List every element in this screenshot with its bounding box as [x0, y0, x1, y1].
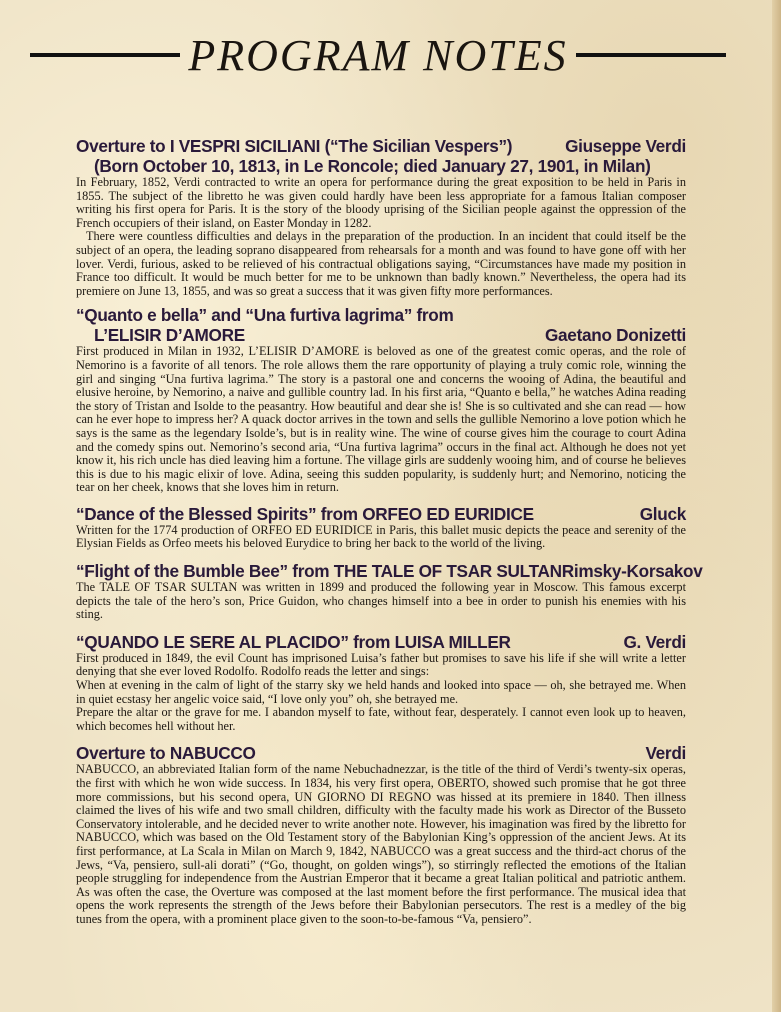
page-header	[30, 30, 726, 80]
piece-title: “Quanto e bella” and “Una furtiva lagrima” from	[76, 305, 454, 326]
paragraph: Written for the 1774 production of ORFEO ED EURIDICE in Paris, this ballet music depicts the peace and serenity of the Elysian Fields as Orfeo meets his beloved Eurydice to bring her back to the world of the living.	[76, 522, 686, 551]
section-heading	[76, 136, 686, 156]
section-luisa-miller	[76, 632, 686, 734]
section-heading	[76, 743, 686, 763]
piece-title: “Dance of the Blessed Spirits” from ORFEO ED EURIDICE	[76, 503, 534, 524]
paragraph: NABUCCO, an abbreviated Italian form of the name Nebuchadnezzar, is the title of the third of Verdi’s twenty-six operas, the first with which he won wide success. In 1834, his very first opera, OBERTO, showed such promise that he got three more commissions, but his second opera, UN GIORNO DI REGNO was hissed at its premiere in 1840. Then illness claimed the lives of his wife and two small children, difficulty with the faculty made his work as Director of the Busseto Conservatory intolerable, and he decided never to write another note. However, his imagination was fired by the libretto for NABUCCO, which was based on the Old Testament story of the Babylonian King’s oppression of the ancient Jews. At its first performance, at La Scala in Milan on March 9, 1842, NABUCCO was a great success and the third-act chorus of the Jews, “Va, pensiero, sull-ali dorati” (“Go, thought, on golden wings”), so stirringly reflected the emotions of the Italian people struggling for independence from the Austrian Emperor that it became a great Italian political and patriotic anthem. As was often the case, the Overture was composed at the last moment before the first performance. The musical idea that opens the work represents the strength of the Jews before their Babylonian persecutors. The rest is a medley of the big tunes from the opera, with a prominent place given to the soon-to-be-famous “Va, pensiero”.	[76, 762, 686, 926]
opera-title: L’ELISIR D’AMORE	[94, 325, 245, 346]
paragraph: First produced in Milan in 1932, L’ELISIR D’AMORE is beloved as one of the greatest comic operas, and the role of Nemorino is a favorite of all tenors. The role allows them the rare opportunity of playing a truly comic role, winning the girl and singing “Una furtiva lagrima.” The story is a pastoral one and concerns the wooing of Adina, the beautiful and elusive heroine, by Nemorino, a naive and gullible country lad. In his first aria, “Quanto e bella,” he watches Adina reading the story of Tristan and Isolde to the peasantry. How beautiful and dear she is! She is so cultivated and she can read — how can he ever hope to impress her? A quack doctor arrives in the town and sells the gullible Nemorino a love potion which he says is the same as the legendary Isolde’s, but is in reality wine. The wine of course gives him the courage to court Adina and the comedy spins out. Nemorino’s second aria, “Una furtiva lagrima” occurs in the final act. Although he does not yet know it, his rich uncle has died leaving him a fortune. The village girls are suddenly wooing him, and of course he believes this is due to his magic elixir of love. Adina, seeing this sudden popularity, is suddenly hurt; and Nemorino, noticing the tear on her cheek, knows that she loves him in return.	[76, 344, 686, 495]
section-subheading	[76, 325, 686, 345]
page-edge	[772, 0, 781, 1012]
section-vespri-siciliani	[76, 136, 686, 298]
composer-name: Gluck	[639, 503, 686, 524]
section-heading	[76, 632, 686, 652]
composer-name: Rimsky-Korsakov	[561, 561, 703, 582]
composer-name: Giuseppe Verdi	[565, 136, 686, 156]
section-heading	[76, 561, 703, 582]
page-title: PROGRAM NOTES	[188, 30, 568, 80]
piece-title: “QUANDO LE SERE AL PLACIDO” from LUISA MILLER	[76, 631, 511, 652]
paragraph: Prepare the altar or the grave for me. I abandon myself to fate, without fear, desperately. I cannot even look up to heaven, which becomes hell without her.	[76, 705, 686, 733]
paragraph: There were countless difficulties and delays in the preparation of the production. In an incident that could itself be the subject of an opera, the leading soprano disappeared from rehearsals for a month and was found to have gone off with her lover. Verdi, furious, asked to be relieved of his contractual obligations saying, “Circumstances have made my position in France too difficult. It would be much better for me to be unknown than badly known.” Nevertheless, the opera had its premiere on June 13, 1855, and was so great a success that it was given fifty more performances.	[76, 229, 686, 298]
section-heading	[76, 305, 686, 325]
section-tsar-sultan	[76, 561, 703, 622]
title-rule-right	[576, 53, 726, 57]
title-rule-left	[30, 53, 180, 57]
piece-title: “Flight of the Bumble Bee” from THE TALE OF TSAR SULTAN	[76, 561, 562, 582]
paragraph: In February, 1852, Verdi contracted to write an opera for performance during the great exposition to be held in Paris in 1855. The subject of the libretto he was given could hardly have been less appropriate for a famous Italian composer writing his first opera for Paris. It is the story of the bloody uprising of the Sicilian people against the oppression of the French occupiers of their island, on Easter Monday in 1282.	[76, 175, 686, 230]
composer-name: Verdi	[645, 743, 686, 764]
composer-dates: (Born October 10, 1813, in Le Roncole; died January 27, 1901, in Milan)	[94, 156, 651, 176]
composer-name: Gaetano Donizetti	[544, 325, 686, 346]
section-nabucco	[76, 743, 686, 926]
section-heading	[76, 504, 686, 524]
piece-title: Overture to I VESPRI SICILIANI (“The Sicilian Vespers”)	[76, 136, 513, 156]
paragraph: The TALE OF TSAR SULTAN was written in 1899 and produced the following year in Moscow. This famous excerpt depicts the tale of the hero’s son, Price Guidon, who changes himself into a bee in order to punish his enemies with his sting.	[76, 580, 686, 622]
piece-title: Overture to NABUCCO	[76, 743, 256, 764]
section-elisir-damore	[76, 305, 686, 495]
paragraph: When at evening in the calm of light of the starry sky we held hands and looked into space — oh, she betrayed me. When in quiet ecstasy her angelic voice said, “I love only you” oh, she betrayed me.	[76, 678, 686, 706]
composer-name: G. Verdi	[623, 631, 686, 652]
section-orfeo-ed-euridice	[76, 504, 686, 551]
paragraph: First produced in 1849, the evil Count has imprisoned Luisa’s father but promises to save his life if she will write a letter denying that she ever loved Rodolfo. Rodolfo reads the letter and sings:	[76, 650, 686, 679]
program-notes-content	[76, 136, 703, 927]
